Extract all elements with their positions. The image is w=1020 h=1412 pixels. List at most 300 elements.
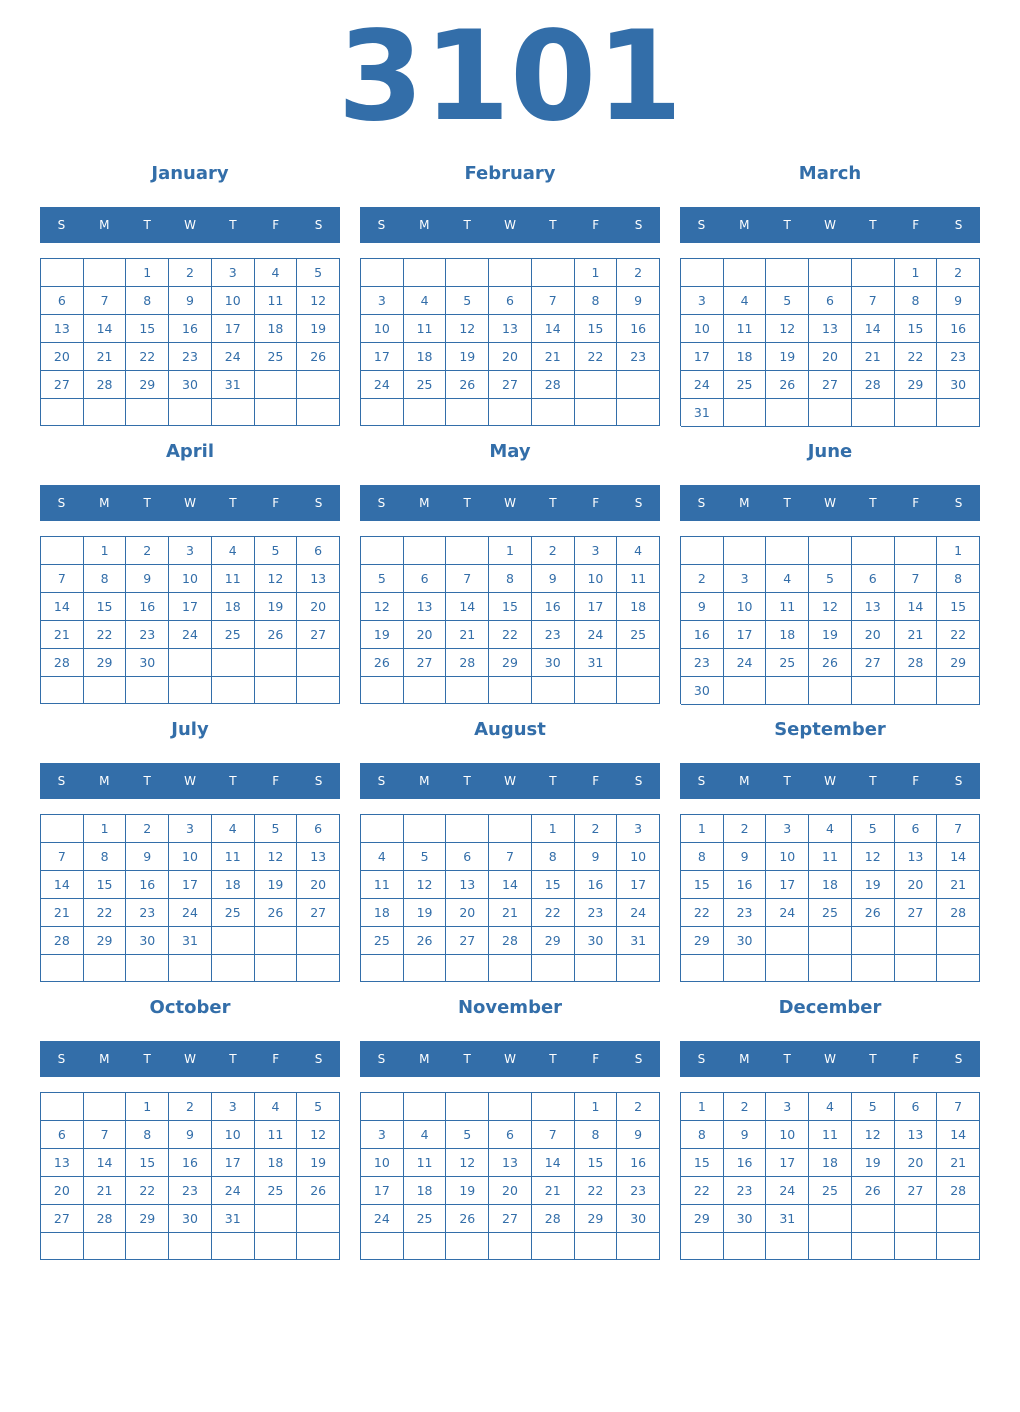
weekday-header	[360, 763, 660, 799]
month-name: June	[807, 441, 853, 462]
weekday-label: M	[739, 1052, 750, 1066]
day-cell: 19	[255, 593, 298, 621]
empty-day-cell	[895, 1205, 938, 1233]
day-cell: 26	[446, 371, 489, 399]
empty-day-cell	[255, 1205, 298, 1233]
empty-day-cell	[766, 399, 809, 427]
day-cell: 1	[126, 259, 169, 287]
day-cell: 14	[41, 593, 84, 621]
day-cell: 29	[126, 371, 169, 399]
day-grid	[360, 258, 660, 426]
empty-day-cell	[724, 1233, 767, 1260]
empty-day-cell	[169, 677, 212, 704]
day-cell: 28	[937, 899, 980, 927]
day-cell: 24	[169, 621, 212, 649]
day-cell: 16	[126, 871, 169, 899]
weekday-label: W	[184, 774, 196, 788]
weekday-label: T	[143, 1052, 151, 1066]
day-cell: 19	[852, 871, 895, 899]
day-cell: 7	[84, 287, 127, 315]
empty-day-cell	[212, 927, 255, 955]
day-cell: 21	[489, 899, 532, 927]
weekday-label: M	[739, 496, 750, 510]
day-cell: 1	[532, 815, 575, 843]
day-cell: 15	[937, 593, 980, 621]
empty-day-cell	[617, 649, 660, 677]
day-cell: 16	[681, 621, 724, 649]
day-cell: 9	[617, 287, 660, 315]
day-cell: 14	[446, 593, 489, 621]
weekday-label: T	[549, 496, 557, 510]
day-cell: 4	[766, 565, 809, 593]
day-cell: 8	[489, 565, 532, 593]
day-cell: 21	[41, 621, 84, 649]
day-cell: 16	[169, 1149, 212, 1177]
day-cell: 13	[297, 843, 340, 871]
day-cell: 7	[532, 1121, 575, 1149]
day-cell: 29	[575, 1205, 618, 1233]
day-cell: 6	[489, 1121, 532, 1149]
weekday-label: W	[184, 218, 196, 232]
day-cell: 3	[681, 287, 724, 315]
weekday-label: S	[634, 774, 643, 788]
weekday-label: T	[143, 774, 151, 788]
day-cell: 4	[809, 815, 852, 843]
day-cell: 3	[575, 537, 618, 565]
day-cell: 3	[766, 815, 809, 843]
empty-day-cell	[84, 1233, 127, 1260]
empty-day-cell	[255, 649, 298, 677]
day-cell: 29	[532, 927, 575, 955]
day-cell: 11	[361, 871, 404, 899]
empty-day-cell	[126, 1233, 169, 1260]
day-cell: 25	[255, 1177, 298, 1205]
day-cell: 9	[681, 593, 724, 621]
day-cell: 19	[255, 871, 298, 899]
weekday-label: T	[783, 496, 791, 510]
day-cell: 21	[84, 1177, 127, 1205]
empty-day-cell	[255, 1233, 298, 1260]
day-cell: 24	[575, 621, 618, 649]
day-cell: 24	[681, 371, 724, 399]
day-cell: 11	[617, 565, 660, 593]
day-cell: 13	[446, 871, 489, 899]
day-cell: 1	[681, 815, 724, 843]
day-cell: 11	[404, 315, 447, 343]
empty-day-cell	[489, 677, 532, 704]
day-cell: 18	[724, 343, 767, 371]
month-name: April	[165, 441, 215, 462]
day-cell: 15	[575, 1149, 618, 1177]
empty-day-cell	[809, 537, 852, 565]
weekday-label: T	[463, 1052, 471, 1066]
weekday-label: F	[592, 774, 600, 788]
day-cell: 18	[255, 1149, 298, 1177]
empty-day-cell	[852, 1205, 895, 1233]
day-cell: 1	[84, 815, 127, 843]
day-cell: 29	[937, 649, 980, 677]
day-cell: 7	[446, 565, 489, 593]
day-cell: 28	[41, 649, 84, 677]
day-cell: 25	[617, 621, 660, 649]
day-cell: 21	[937, 1149, 980, 1177]
day-cell: 28	[489, 927, 532, 955]
day-cell: 14	[937, 843, 980, 871]
empty-day-cell	[766, 537, 809, 565]
empty-day-cell	[937, 955, 980, 982]
day-cell: 18	[361, 899, 404, 927]
empty-day-cell	[681, 259, 724, 287]
weekday-label: F	[912, 218, 920, 232]
day-cell: 28	[41, 927, 84, 955]
weekday-label: W	[824, 496, 836, 510]
day-cell: 27	[489, 1205, 532, 1233]
day-cell: 11	[255, 1121, 298, 1149]
day-cell: 22	[126, 343, 169, 371]
weekday-label: S	[57, 774, 66, 788]
day-cell: 20	[41, 1177, 84, 1205]
day-cell: 27	[852, 649, 895, 677]
day-cell: 4	[361, 843, 404, 871]
day-grid	[40, 814, 340, 982]
empty-day-cell	[766, 259, 809, 287]
weekday-label: T	[869, 218, 877, 232]
day-cell: 17	[617, 871, 660, 899]
day-cell: 22	[84, 899, 127, 927]
day-cell: 12	[361, 593, 404, 621]
empty-day-cell	[297, 1233, 340, 1260]
empty-day-cell	[297, 927, 340, 955]
empty-day-cell	[575, 955, 618, 982]
day-cell: 1	[937, 537, 980, 565]
day-cell: 21	[532, 1177, 575, 1205]
empty-day-cell	[852, 1233, 895, 1260]
weekday-label: T	[549, 218, 557, 232]
day-cell: 5	[404, 843, 447, 871]
weekday-label: W	[184, 496, 196, 510]
empty-day-cell	[617, 371, 660, 399]
empty-day-cell	[852, 537, 895, 565]
weekday-header	[360, 1041, 660, 1077]
day-cell: 23	[617, 1177, 660, 1205]
day-cell: 5	[766, 287, 809, 315]
weekday-label: T	[463, 496, 471, 510]
day-cell: 5	[852, 815, 895, 843]
day-cell: 6	[41, 1121, 84, 1149]
day-cell: 3	[724, 565, 767, 593]
day-grid	[680, 258, 980, 426]
day-cell: 9	[126, 565, 169, 593]
empty-day-cell	[532, 1093, 575, 1121]
empty-day-cell	[809, 399, 852, 427]
day-cell: 7	[852, 287, 895, 315]
empty-day-cell	[809, 677, 852, 705]
day-cell: 11	[404, 1149, 447, 1177]
day-cell: 20	[489, 1177, 532, 1205]
day-cell: 5	[297, 259, 340, 287]
day-cell: 24	[361, 1205, 404, 1233]
weekday-label: S	[697, 496, 706, 510]
day-cell: 16	[169, 315, 212, 343]
weekday-label: T	[229, 774, 237, 788]
day-cell: 25	[404, 371, 447, 399]
day-cell: 26	[255, 899, 298, 927]
day-cell: 9	[126, 843, 169, 871]
day-cell: 25	[212, 621, 255, 649]
day-cell: 5	[255, 537, 298, 565]
empty-day-cell	[489, 1233, 532, 1260]
day-cell: 28	[446, 649, 489, 677]
day-cell: 17	[169, 593, 212, 621]
empty-day-cell	[297, 1205, 340, 1233]
day-cell: 7	[84, 1121, 127, 1149]
day-cell: 13	[489, 1149, 532, 1177]
day-cell: 29	[126, 1205, 169, 1233]
empty-day-cell	[361, 1093, 404, 1121]
day-cell: 8	[84, 843, 127, 871]
weekday-label: T	[143, 218, 151, 232]
day-cell: 10	[724, 593, 767, 621]
day-cell: 18	[617, 593, 660, 621]
day-cell: 20	[297, 593, 340, 621]
empty-day-cell	[766, 1233, 809, 1260]
day-cell: 29	[681, 927, 724, 955]
weekday-label: S	[314, 1052, 323, 1066]
day-cell: 14	[84, 315, 127, 343]
weekday-label: S	[697, 1052, 706, 1066]
empty-day-cell	[575, 399, 618, 426]
weekday-label: W	[504, 1052, 516, 1066]
day-cell: 6	[297, 815, 340, 843]
day-cell: 10	[617, 843, 660, 871]
weekday-header	[360, 207, 660, 243]
day-cell: 23	[575, 899, 618, 927]
day-cell: 14	[41, 871, 84, 899]
weekday-label: S	[954, 1052, 963, 1066]
weekday-label: T	[869, 496, 877, 510]
empty-day-cell	[84, 399, 127, 426]
day-cell: 22	[681, 899, 724, 927]
weekday-label: S	[634, 496, 643, 510]
empty-day-cell	[766, 927, 809, 955]
day-cell: 31	[681, 399, 724, 427]
empty-day-cell	[489, 955, 532, 982]
day-cell: 13	[809, 315, 852, 343]
empty-day-cell	[41, 815, 84, 843]
day-grid	[40, 536, 340, 704]
day-cell: 12	[255, 565, 298, 593]
weekday-label: M	[419, 218, 430, 232]
weekday-label: S	[314, 774, 323, 788]
day-cell: 30	[681, 677, 724, 705]
day-cell: 8	[84, 565, 127, 593]
day-cell: 27	[489, 371, 532, 399]
day-cell: 27	[297, 621, 340, 649]
weekday-header	[40, 207, 340, 243]
day-cell: 4	[404, 287, 447, 315]
day-cell: 30	[724, 1205, 767, 1233]
empty-day-cell	[446, 677, 489, 704]
day-cell: 22	[575, 343, 618, 371]
day-cell: 9	[575, 843, 618, 871]
empty-day-cell	[361, 815, 404, 843]
empty-day-cell	[404, 537, 447, 565]
empty-day-cell	[255, 955, 298, 982]
weekday-header	[360, 485, 660, 521]
empty-day-cell	[937, 399, 980, 427]
day-cell: 2	[937, 259, 980, 287]
day-cell: 23	[169, 343, 212, 371]
empty-day-cell	[404, 1233, 447, 1260]
day-cell: 25	[724, 371, 767, 399]
day-cell: 5	[852, 1093, 895, 1121]
weekday-label: T	[229, 218, 237, 232]
day-cell: 17	[575, 593, 618, 621]
weekday-label: S	[954, 496, 963, 510]
day-cell: 28	[532, 371, 575, 399]
empty-day-cell	[41, 955, 84, 982]
empty-day-cell	[361, 677, 404, 704]
day-cell: 8	[532, 843, 575, 871]
day-cell: 12	[809, 593, 852, 621]
day-cell: 8	[575, 1121, 618, 1149]
weekday-label: W	[824, 774, 836, 788]
day-cell: 3	[766, 1093, 809, 1121]
day-cell: 26	[446, 1205, 489, 1233]
day-cell: 27	[41, 1205, 84, 1233]
day-cell: 2	[126, 537, 169, 565]
weekday-label: F	[272, 1052, 280, 1066]
month-name: November	[457, 997, 563, 1018]
weekday-header	[40, 485, 340, 521]
day-cell: 30	[126, 927, 169, 955]
day-cell: 14	[532, 315, 575, 343]
day-cell: 15	[84, 871, 127, 899]
day-cell: 13	[41, 315, 84, 343]
weekday-label: S	[314, 218, 323, 232]
day-cell: 22	[84, 621, 127, 649]
day-cell: 20	[489, 343, 532, 371]
day-cell: 10	[361, 1149, 404, 1177]
weekday-label: T	[143, 496, 151, 510]
weekday-label: S	[954, 218, 963, 232]
day-cell: 8	[937, 565, 980, 593]
empty-day-cell	[617, 955, 660, 982]
day-cell: 23	[617, 343, 660, 371]
empty-day-cell	[724, 955, 767, 982]
empty-day-cell	[895, 927, 938, 955]
day-cell: 10	[169, 843, 212, 871]
empty-day-cell	[361, 259, 404, 287]
day-cell: 18	[404, 1177, 447, 1205]
day-cell: 28	[937, 1177, 980, 1205]
weekday-label: M	[739, 774, 750, 788]
month-name: July	[171, 719, 209, 740]
day-cell: 9	[724, 843, 767, 871]
empty-day-cell	[41, 1233, 84, 1260]
empty-day-cell	[84, 1093, 127, 1121]
day-cell: 19	[766, 343, 809, 371]
empty-day-cell	[126, 955, 169, 982]
day-cell: 12	[766, 315, 809, 343]
empty-day-cell	[532, 399, 575, 426]
empty-day-cell	[446, 955, 489, 982]
day-cell: 19	[852, 1149, 895, 1177]
weekday-label: S	[634, 218, 643, 232]
day-cell: 2	[575, 815, 618, 843]
day-cell: 20	[895, 1149, 938, 1177]
day-cell: 28	[852, 371, 895, 399]
empty-day-cell	[852, 955, 895, 982]
day-cell: 28	[84, 1205, 127, 1233]
day-cell: 20	[446, 899, 489, 927]
day-cell: 13	[404, 593, 447, 621]
day-grid	[360, 1092, 660, 1260]
empty-day-cell	[852, 259, 895, 287]
day-cell: 11	[809, 843, 852, 871]
day-cell: 10	[681, 315, 724, 343]
month-name: January	[151, 163, 229, 184]
day-cell: 5	[297, 1093, 340, 1121]
day-cell: 2	[617, 1093, 660, 1121]
empty-day-cell	[41, 399, 84, 426]
empty-day-cell	[766, 677, 809, 705]
day-cell: 27	[895, 899, 938, 927]
empty-day-cell	[489, 399, 532, 426]
empty-day-cell	[575, 677, 618, 704]
day-cell: 18	[809, 871, 852, 899]
empty-day-cell	[724, 677, 767, 705]
empty-day-cell	[404, 677, 447, 704]
empty-day-cell	[895, 955, 938, 982]
weekday-header	[680, 1041, 980, 1077]
empty-day-cell	[404, 815, 447, 843]
empty-day-cell	[404, 1093, 447, 1121]
weekday-header	[40, 763, 340, 799]
day-cell: 21	[937, 871, 980, 899]
day-cell: 30	[532, 649, 575, 677]
day-cell: 26	[766, 371, 809, 399]
day-cell: 10	[575, 565, 618, 593]
day-cell: 27	[41, 371, 84, 399]
empty-day-cell	[297, 955, 340, 982]
day-cell: 7	[895, 565, 938, 593]
weekday-label: T	[549, 774, 557, 788]
empty-day-cell	[255, 371, 298, 399]
empty-day-cell	[84, 259, 127, 287]
day-cell: 8	[681, 1121, 724, 1149]
day-cell: 6	[852, 565, 895, 593]
day-cell: 23	[169, 1177, 212, 1205]
empty-day-cell	[212, 399, 255, 426]
day-cell: 17	[361, 1177, 404, 1205]
empty-day-cell	[84, 955, 127, 982]
empty-day-cell	[937, 1233, 980, 1260]
day-cell: 25	[255, 343, 298, 371]
empty-day-cell	[255, 927, 298, 955]
empty-day-cell	[404, 399, 447, 426]
day-cell: 24	[212, 1177, 255, 1205]
day-cell: 30	[617, 1205, 660, 1233]
month-name: February	[464, 163, 556, 184]
day-cell: 5	[446, 287, 489, 315]
day-cell: 22	[489, 621, 532, 649]
day-cell: 16	[617, 1149, 660, 1177]
empty-day-cell	[681, 955, 724, 982]
day-cell: 28	[532, 1205, 575, 1233]
empty-day-cell	[532, 677, 575, 704]
day-grid	[40, 258, 340, 426]
